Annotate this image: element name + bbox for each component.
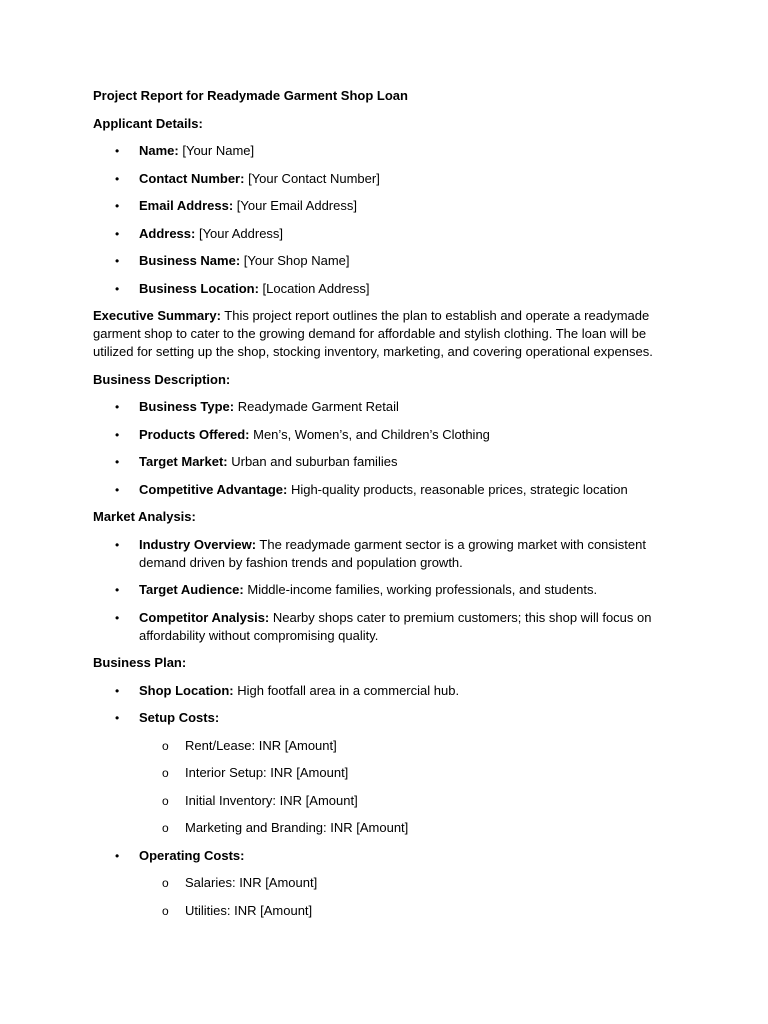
list-item: • Operating Costs: o Salaries: INR [Amount] o Utilities: INR [Amount]: [93, 847, 663, 920]
applicant-list: [93, 142, 663, 298]
list-item: • Competitive Advantage: High-quality products, reasonable prices, strategic location: [115, 481, 628, 497]
document-body: [93, 87, 663, 929]
circle-bullet-icon: o: [162, 903, 169, 918]
list-item: • Email Address: [Your Email Address]: [115, 198, 357, 213]
list-item: • Business Location: [Location Address]: [115, 280, 370, 296]
bullet-icon: •: [115, 281, 120, 296]
bullet-icon: •: [115, 427, 120, 442]
list-item: • Name: [Your Name]: [115, 143, 255, 158]
bullet-icon: •: [115, 144, 120, 158]
sub-list-item: o Initial Inventory: INR [Amount]: [162, 792, 358, 808]
market-analysis-heading: Market Analysis:: [93, 509, 196, 524]
list-item: • Business Type: Readymade Garment Retail: [115, 399, 399, 414]
circle-bullet-icon: o: [162, 876, 169, 890]
bullet-icon: •: [115, 400, 120, 414]
list-item: • Products Offered: Men’s, Women’s, and Children’s Clothing: [115, 426, 490, 442]
list-item: • Shop Location: High footfall area in a commercial hub.: [115, 682, 460, 698]
list-item: • Industry Overview: The readymade garment sector is a growing market with consistent demand driven by fashion trends and population growth.: [115, 536, 646, 570]
business-description-list: [93, 398, 663, 499]
bullet-icon: •: [115, 171, 120, 186]
sub-list-item: o Marketing and Branding: INR [Amount]: [162, 820, 409, 835]
bullet-icon: •: [115, 610, 120, 625]
list-item: • Business Name: [Your Shop Name]: [115, 253, 350, 268]
circle-bullet-icon: o: [162, 793, 169, 808]
bullet-icon: •: [115, 455, 120, 469]
list-item: • Address: [Your Address]: [115, 225, 284, 241]
setup-costs-list: [139, 737, 663, 838]
bullet-icon: •: [115, 537, 120, 552]
list-item: • Contact Number: [Your Contact Number]: [115, 170, 380, 186]
bullet-icon: •: [115, 583, 120, 597]
bullet-icon: •: [115, 226, 120, 241]
circle-bullet-icon: o: [162, 766, 169, 780]
sub-list-item: o Utilities: INR [Amount]: [162, 902, 313, 918]
bullet-icon: •: [115, 711, 120, 725]
list-item: • Target Market: Urban and suburban families: [115, 454, 398, 469]
document-title: Project Report for Readymade Garment Shop Loan: [93, 88, 408, 103]
bullet-icon: •: [115, 482, 120, 497]
business-plan-list: [93, 682, 663, 920]
circle-bullet-icon: o: [162, 738, 169, 753]
business-description-heading: Business Description:: [93, 371, 231, 387]
list-item: • Setup Costs: o Rent/Lease: INR [Amount] o Interior Setup: INR [Amount] o Initial Inventory: INR [Amount] o Marketing and Branding: INR [Amount]: [93, 709, 663, 837]
bullet-icon: •: [115, 199, 120, 213]
sub-list-item: o Salaries: INR [Amount]: [162, 875, 318, 890]
operating-costs-list: [139, 874, 663, 920]
bullet-icon: •: [115, 254, 120, 268]
circle-bullet-icon: o: [162, 821, 169, 835]
sub-list-item: o Rent/Lease: INR [Amount]: [162, 737, 337, 753]
applicant-heading: Applicant Details:: [93, 115, 203, 131]
bullet-icon: •: [115, 848, 120, 863]
list-item: • Competitor Analysis: Nearby shops cater to premium customers; this shop will focus on affordability without compromising quality.: [115, 609, 652, 643]
executive-summary: Executive Summary: This project report outlines the plan to establish and operate a readymade garment shop to cater to the growing demand for affordable and stylish clothing. The loan will be utilized for setting up the shop, stocking inventory, marketing, and covering operational expenses.: [93, 308, 653, 359]
sub-list-item: o Interior Setup: INR [Amount]: [162, 765, 349, 780]
bullet-icon: •: [115, 683, 120, 698]
market-analysis-list: [93, 536, 663, 645]
business-plan-heading: Business Plan:: [93, 655, 187, 670]
list-item: • Target Audience: Middle-income families, working professionals, and students.: [115, 582, 598, 597]
